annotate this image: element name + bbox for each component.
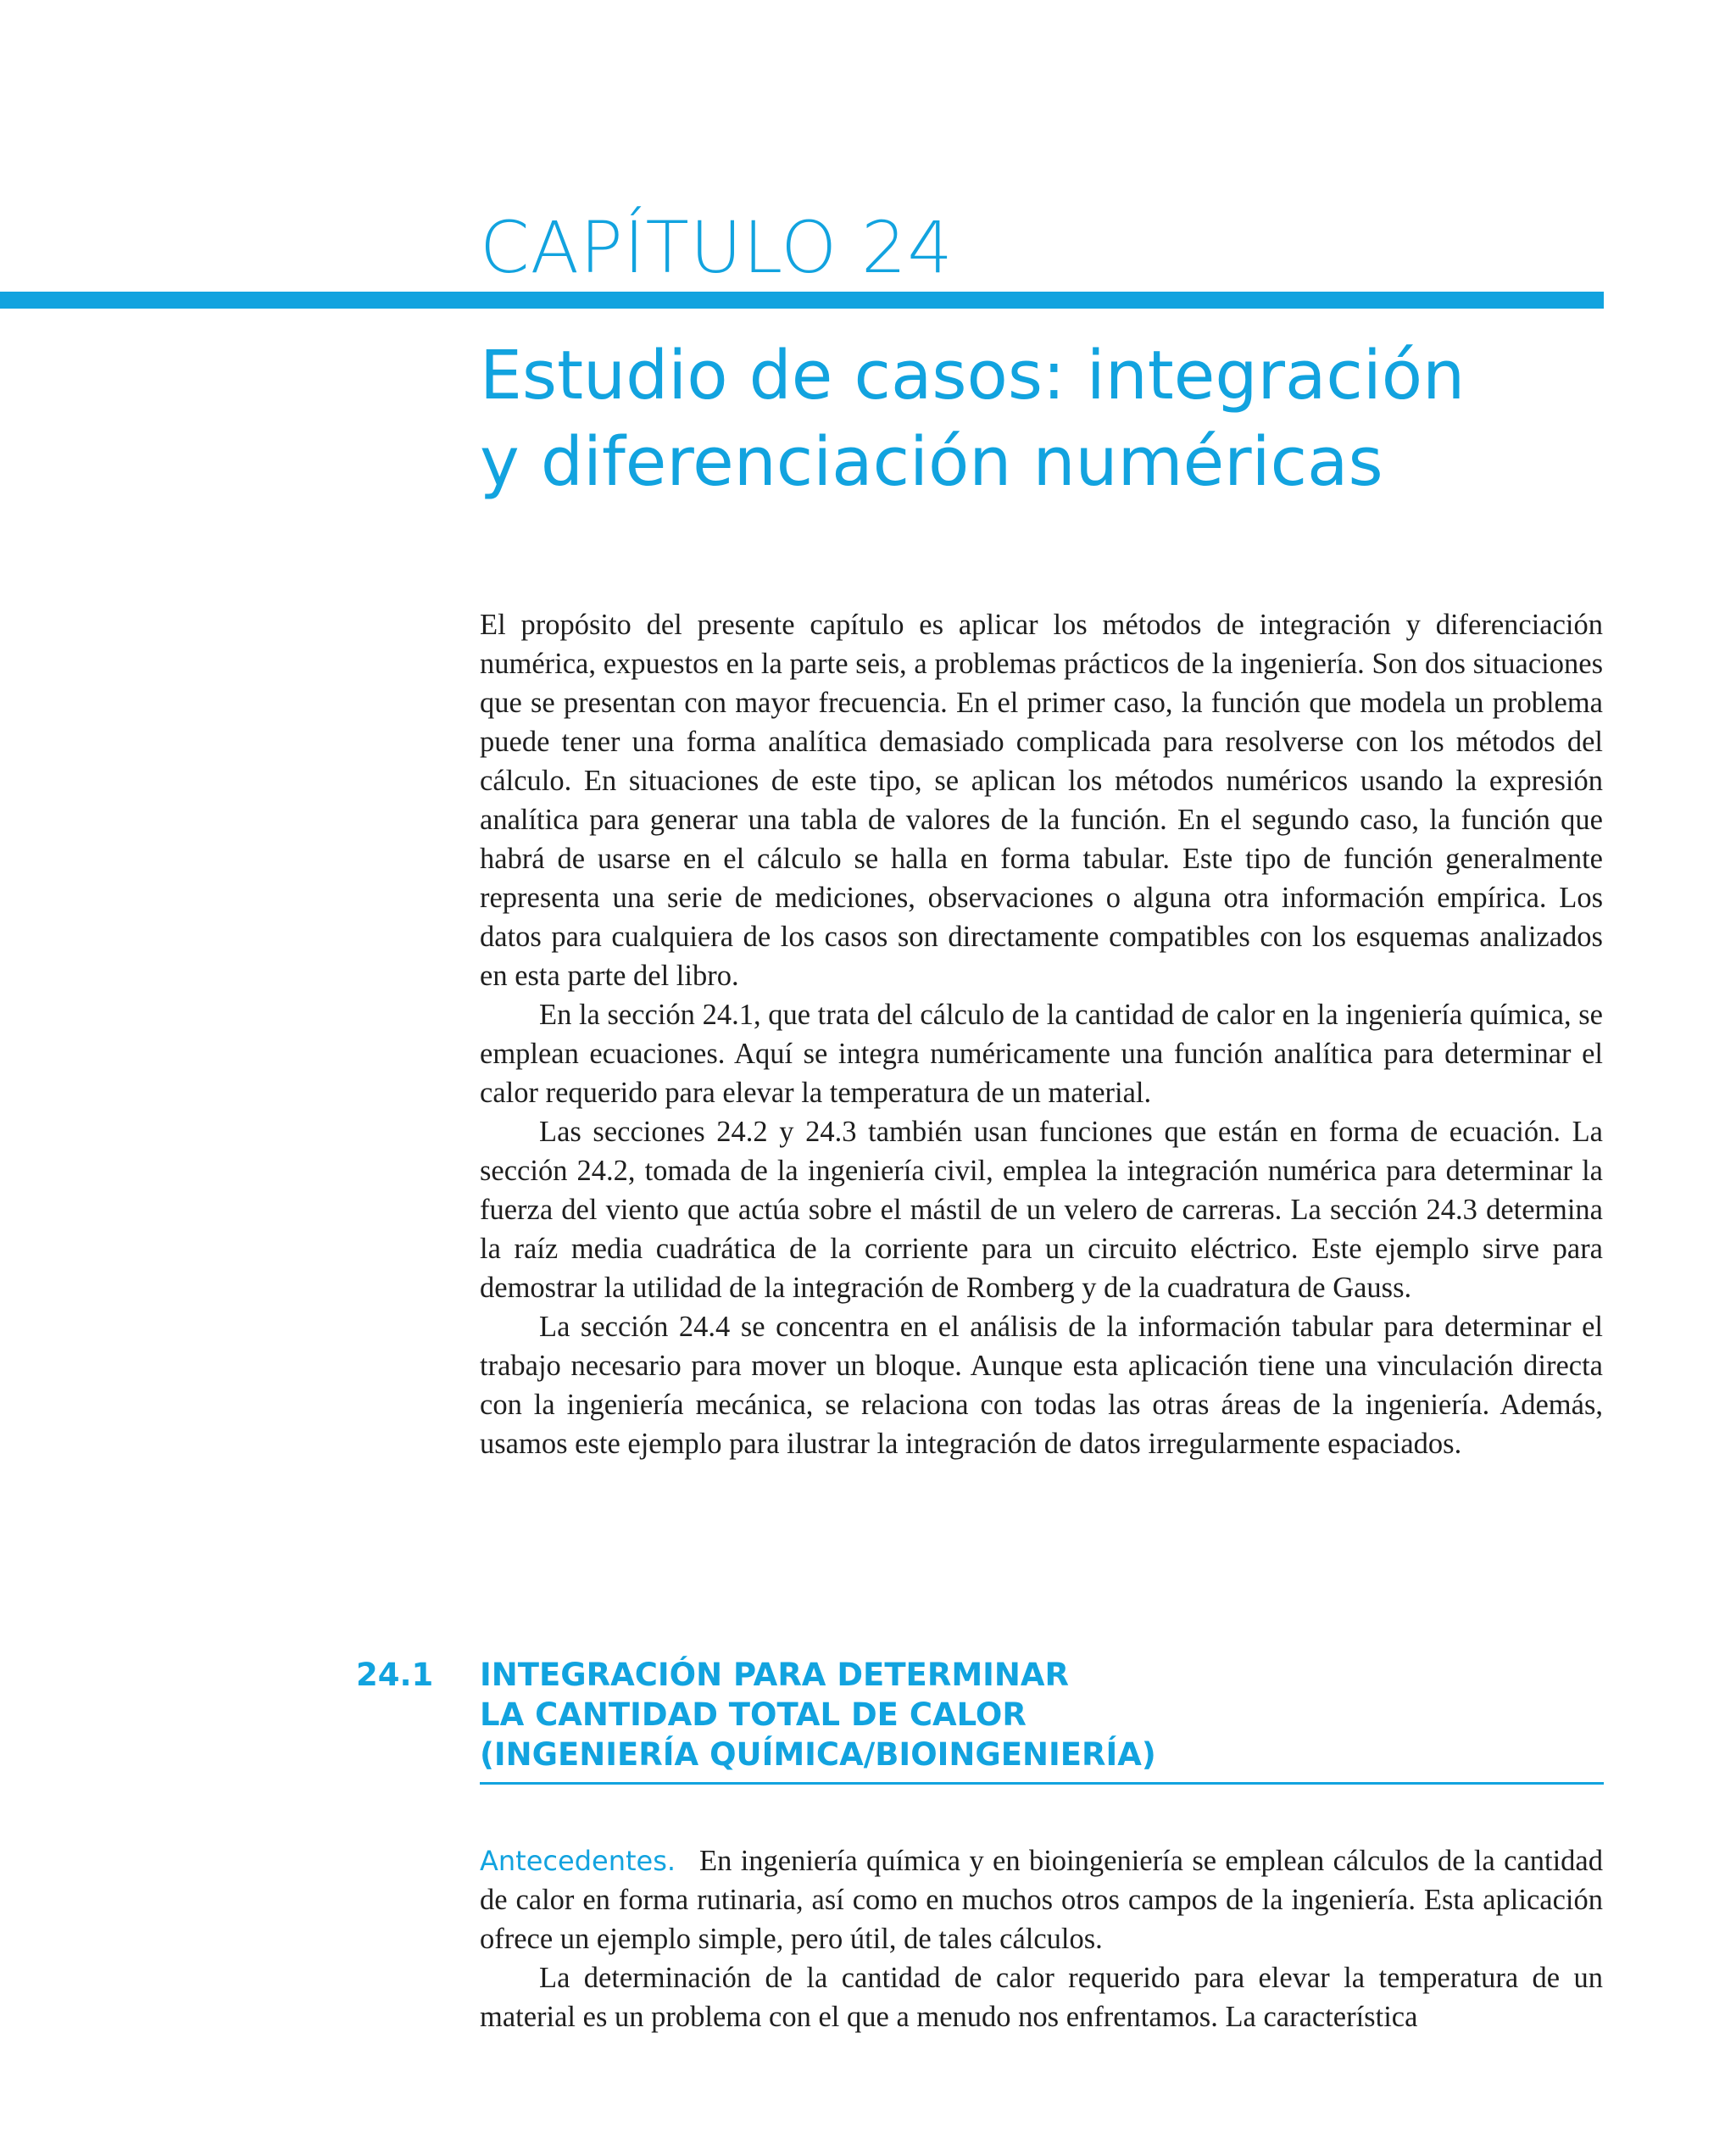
chapter-label: CAPÍTULO 24 <box>480 206 954 289</box>
section-number: 24.1 <box>356 1657 434 1693</box>
background-first-text: En ingeniería química y en bioingeniería se emplean cálculos de la cantidad de calor en forma rutinaria, así como en muchos otros campos de la ingeniería. Esta aplicación ofrece un ejemplo simple, pero útil, de tales cálculos. <box>480 1845 1603 1955</box>
section-title-line: LA CANTIDAD TOTAL DE CALOR <box>480 1696 1027 1733</box>
background-text <box>480 1841 1603 2036</box>
section-title-line: (INGENIERÍA QUÍMICA/BIOINGENIERÍA) <box>480 1736 1156 1773</box>
run-in-heading: Antecedentes. <box>480 1845 676 1877</box>
background-paragraph <box>480 1841 1603 1958</box>
chapter-title <box>480 332 1582 505</box>
chapter-title-line: Estudio de casos: integración <box>480 337 1466 415</box>
intro-paragraph: Las secciones 24.2 y 24.3 también usan funciones que están en forma de ecuación. La sección 24.2, tomada de la ingeniería civil, emplea la integración numérica para determinar la fuerza del viento que actúa sobre el mástil de un velero de carreras. La sección 24.3 determina la raíz media cuadrática de la corriente para un circuito eléctrico. Este ejemplo sirve para demostrar la utilidad de la integración de Romberg y de la cuadratura de Gauss. <box>480 1116 1603 1304</box>
background-paragraph: La determinación de la cantidad de calor requerido para elevar la temperatura de un material es un problema con el que a menudo nos enfrentamos. La característica <box>480 1962 1603 2033</box>
intro-paragraph: En la sección 24.1, que trata del cálculo de la cantidad de calor en la ingeniería química, se emplean ecuaciones. Aquí se integra numéricamente una función analítica para determinar el calor requerido para elevar la temperatura de un material. <box>480 999 1603 1109</box>
intro-text <box>480 605 1603 1463</box>
section-rule <box>480 1782 1604 1785</box>
section-title-line: INTEGRACIÓN PARA DETERMINAR <box>480 1657 1069 1693</box>
intro-paragraph: La sección 24.4 se concentra en el análisis de la información tabular para determinar el trabajo necesario para mover un bloque. Aunque esta aplicación tiene una vinculación directa con la ingeniería mecánica, se relaciona con todas las otras áreas de la ingeniería. Además, usamos este ejemplo para ilustrar la integración de datos irregularmente espaciados. <box>480 1311 1603 1460</box>
chapter-rule <box>0 292 1604 309</box>
intro-paragraph: El propósito del presente capítulo es aplicar los métodos de integración y diferenciación numérica, expuestos en la parte seis, a problemas prácticos de la ingeniería. Son dos situaciones que se presentan con mayor frecuencia. En el primer caso, la función que modela un problema puede tener una forma analítica demasiado complicada para resolverse con los métodos del cálculo. En situaciones de este tipo, se aplican los métodos numéricos usando la expresión analítica para generar una tabla de valores de la función. En el segundo caso, la función que habrá de usarse en el cálculo se halla en forma tabular. Este tipo de función generalmente representa una serie de mediciones, observaciones o alguna otra información empírica. Los datos para cualquiera de los casos son directamente compatibles con los esquemas analizados en esta parte del libro. <box>480 609 1603 992</box>
chapter-title-line: y diferenciación numéricas <box>480 423 1383 501</box>
section-title <box>480 1655 1156 1774</box>
